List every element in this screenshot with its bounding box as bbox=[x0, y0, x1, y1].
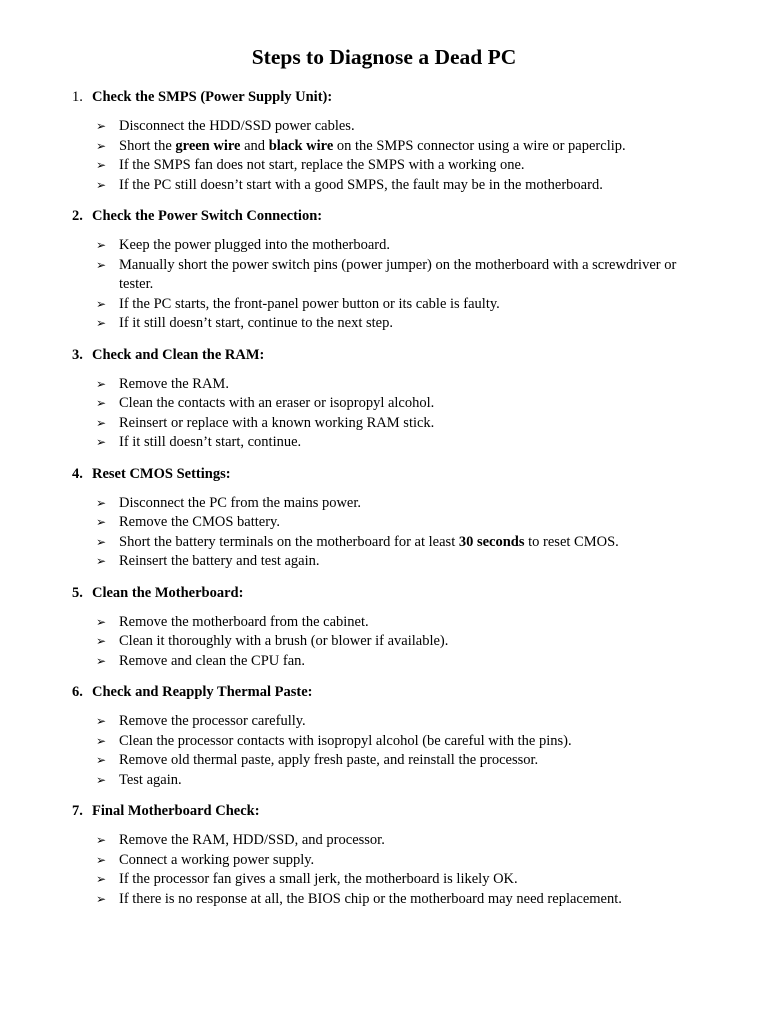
section-6 bbox=[72, 682, 768, 790]
arrowhead-bullet-icon: ➢ bbox=[96, 872, 107, 886]
bullet-list bbox=[72, 236, 768, 334]
section-7 bbox=[72, 801, 768, 909]
list-item: ➢ Clean the contacts with an eraser or isopropyl alcohol. bbox=[96, 394, 768, 414]
list-item: ➢ Disconnect the HDD/SSD power cables. bbox=[96, 117, 768, 137]
section-heading bbox=[72, 801, 768, 821]
section-heading bbox=[72, 583, 768, 603]
list-item: ➢ Test again. bbox=[96, 771, 768, 791]
arrowhead-bullet-icon: ➢ bbox=[96, 833, 107, 847]
section-1 bbox=[72, 87, 768, 195]
bullet-list bbox=[72, 375, 768, 453]
arrowhead-bullet-icon: ➢ bbox=[96, 852, 107, 867]
arrowhead-bullet-icon: ➢ bbox=[96, 396, 107, 410]
list-item: ➢ If it still doesn’t start, continue. bbox=[96, 433, 768, 453]
list-item: ➢ Short the battery terminals on the motherboard for at least 30 seconds to reset CMOS. bbox=[96, 533, 768, 553]
list-item: ➢ Remove the processor carefully. bbox=[96, 712, 768, 732]
arrowhead-bullet-icon: ➢ bbox=[96, 634, 107, 648]
section-number: 7. bbox=[72, 803, 83, 819]
list-item: ➢ Connect a working power supply. bbox=[96, 851, 768, 871]
list-item: ➢ Clean it thoroughly with a brush (or blower if available). bbox=[96, 632, 768, 652]
section-4 bbox=[72, 464, 768, 572]
arrowhead-bullet-icon: ➢ bbox=[96, 376, 107, 391]
arrowhead-bullet-icon: ➢ bbox=[96, 534, 107, 549]
section-title: Final Motherboard Check: bbox=[92, 803, 260, 819]
list-item: ➢ Reinsert or replace with a known working RAM stick. bbox=[96, 414, 768, 434]
bullet-list bbox=[72, 712, 768, 790]
list-item: ➢ Remove old thermal paste, apply fresh paste, and reinstall the processor. bbox=[96, 751, 768, 771]
list-item: ➢ Reinsert the battery and test again. bbox=[96, 552, 768, 572]
arrowhead-bullet-icon: ➢ bbox=[96, 733, 107, 748]
highlight-black-wire: black wire bbox=[268, 137, 334, 154]
section-heading bbox=[72, 464, 768, 484]
arrowhead-bullet-icon: ➢ bbox=[96, 238, 107, 252]
arrowhead-bullet-icon: ➢ bbox=[96, 435, 107, 449]
section-heading bbox=[72, 345, 768, 365]
section-title: Check and Reapply Thermal Paste: bbox=[92, 684, 313, 700]
list-item: ➢ Remove the CMOS battery. bbox=[96, 513, 768, 533]
list-item: ➢ If there is no response at all, the BIOS chip or the motherboard may need replacement. bbox=[96, 890, 768, 910]
arrowhead-bullet-icon: ➢ bbox=[96, 614, 107, 629]
arrowhead-bullet-icon: ➢ bbox=[96, 714, 107, 728]
arrowhead-bullet-icon: ➢ bbox=[96, 257, 107, 272]
list-item: ➢ If the PC starts, the front-panel power button or its cable is faulty. bbox=[96, 295, 768, 315]
section-title: Check the SMPS (Power Supply Unit): bbox=[92, 89, 333, 105]
arrowhead-bullet-icon: ➢ bbox=[96, 177, 107, 192]
section-number: 6. bbox=[72, 684, 83, 700]
arrowhead-bullet-icon: ➢ bbox=[96, 119, 107, 133]
document-title: Steps to Diagnose a Dead PC bbox=[251, 45, 517, 69]
bullet-list bbox=[72, 831, 768, 909]
section-number: 2. bbox=[72, 208, 83, 224]
section-number: 3. bbox=[72, 346, 83, 363]
list-item: ➢ Remove the RAM. bbox=[96, 375, 768, 395]
section-3 bbox=[72, 345, 768, 453]
arrowhead-bullet-icon: ➢ bbox=[96, 158, 107, 172]
section-title: Clean the Motherboard: bbox=[92, 584, 244, 601]
section-heading bbox=[72, 682, 768, 702]
list-item: ➢ Short the green wire and black wire on the SMPS connector using a wire or paperclip. bbox=[96, 137, 768, 157]
arrowhead-bullet-icon: ➢ bbox=[96, 753, 107, 767]
list-item: ➢ Remove the RAM, HDD/SSD, and processor. bbox=[96, 831, 768, 851]
bullet-list bbox=[72, 494, 768, 572]
highlight-green-wire: green wire bbox=[175, 137, 241, 154]
list-item: ➢ If the PC still doesn’t start with a good SMPS, the fault may be in the motherboard. bbox=[96, 176, 768, 196]
list-item: ➢ Remove the motherboard from the cabinet. bbox=[96, 613, 768, 633]
section-heading bbox=[72, 206, 768, 226]
arrowhead-bullet-icon: ➢ bbox=[96, 772, 107, 787]
section-title: Check the Power Switch Connection: bbox=[92, 208, 323, 224]
list-item: ➢ Disconnect the PC from the mains power. bbox=[96, 494, 768, 514]
list-item: ➢ Manually short the power switch pins (power jumper) on the motherboard with a screwdriver or tester. bbox=[96, 256, 677, 292]
arrowhead-bullet-icon: ➢ bbox=[96, 554, 107, 568]
arrowhead-bullet-icon: ➢ bbox=[96, 515, 107, 529]
bullet-list bbox=[72, 613, 768, 672]
section-5 bbox=[72, 583, 768, 672]
arrowhead-bullet-icon: ➢ bbox=[96, 891, 107, 906]
section-number: 1. bbox=[72, 89, 83, 105]
list-item: ➢ Remove and clean the CPU fan. bbox=[96, 652, 768, 672]
list-item: ➢ If the processor fan gives a small jerk, the motherboard is likely OK. bbox=[96, 870, 768, 890]
arrowhead-bullet-icon: ➢ bbox=[96, 415, 107, 430]
section-number: 5. bbox=[72, 584, 83, 601]
arrowhead-bullet-icon: ➢ bbox=[96, 138, 107, 153]
arrowhead-bullet-icon: ➢ bbox=[96, 653, 107, 668]
arrowhead-bullet-icon: ➢ bbox=[96, 316, 107, 330]
section-heading bbox=[72, 87, 768, 107]
section-number: 4. bbox=[72, 465, 83, 482]
list-item: ➢ Clean the processor contacts with isopropyl alcohol (be careful with the pins). bbox=[96, 732, 768, 752]
section-2 bbox=[72, 206, 768, 334]
arrowhead-bullet-icon: ➢ bbox=[96, 495, 107, 510]
list-item: ➢ Keep the power plugged into the motherboard. bbox=[96, 236, 768, 256]
highlight-duration: 30 seconds bbox=[458, 533, 525, 550]
section-title: Reset CMOS Settings: bbox=[92, 465, 231, 482]
list-item: ➢ If it still doesn’t start, continue to the next step. bbox=[96, 314, 768, 334]
bullet-list bbox=[72, 117, 768, 195]
list-item: ➢ If the SMPS fan does not start, replace the SMPS with a working one. bbox=[96, 156, 768, 176]
arrowhead-bullet-icon: ➢ bbox=[96, 296, 107, 311]
section-title: Check and Clean the RAM: bbox=[92, 346, 265, 363]
